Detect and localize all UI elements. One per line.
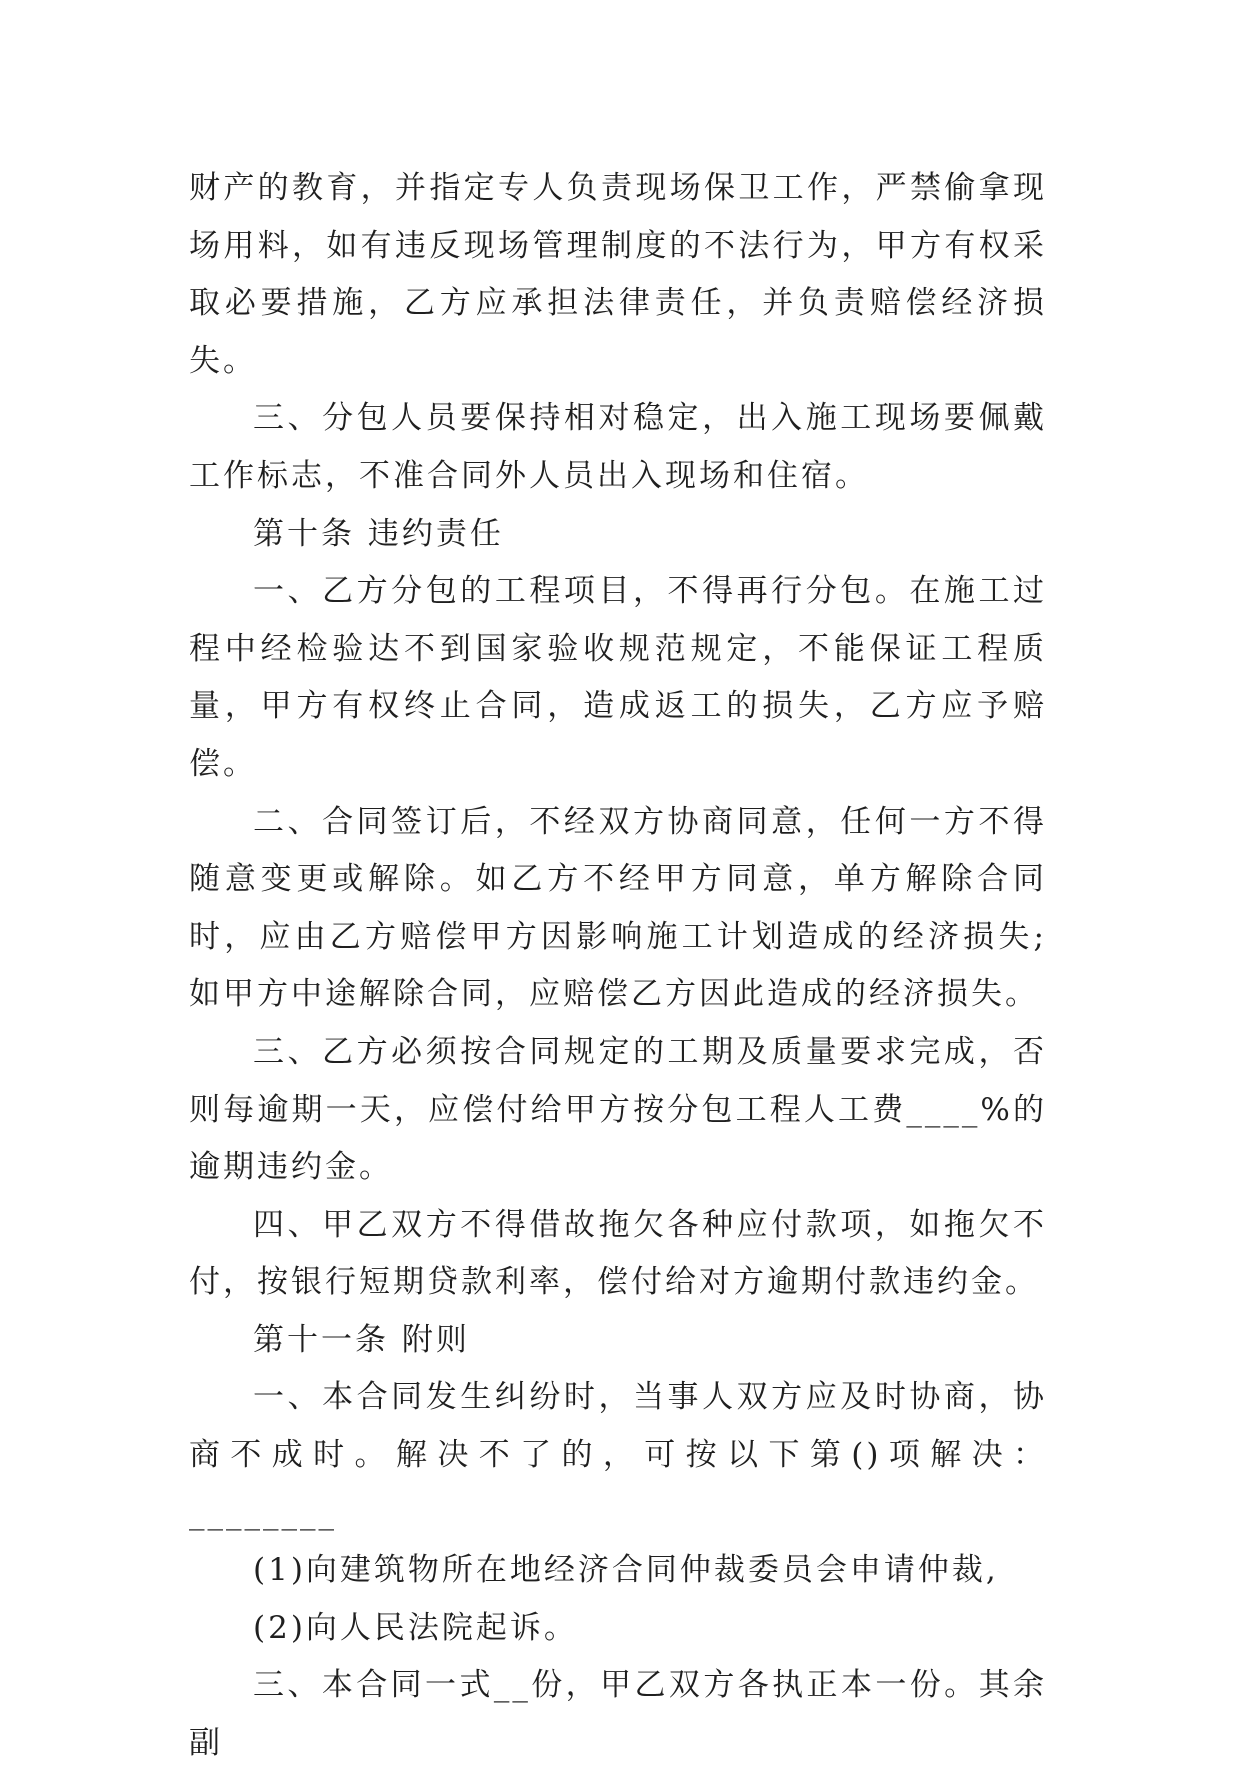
section-heading-article-10: 第十条 违约责任 xyxy=(253,515,504,552)
paragraph-article-11-clause-3: 三、本合同一式__份，甲乙双方各执正本一份。其余副 xyxy=(189,1667,1047,1762)
paragraph-continued-security: 财产的教育，并指定专人负责现场保卫工作，严禁偷拿现场用料，如有违反现场管理制度的不法行为，甲方有权采取必要措施，乙方应承担法律责任，并负责赔偿经济损失。 xyxy=(189,170,1047,379)
paragraph-article-10-clause-2: 二、合同签订后，不经双方协商同意，任何一方不得随意变更或解除。如乙方不经甲方同意，单方解除合同时，应由乙方赔偿甲方因影响施工计划造成的经济损失;如甲方中途解除合同，应赔偿乙方因此造成的经济损失。 xyxy=(189,803,1047,1013)
paragraph-article-10-clause-4: 四、甲乙双方不得借故拖欠各种应付款项，如拖欠不付，按银行短期贷款利率，偿付给对方逾期付款违约金。 xyxy=(189,1206,1047,1301)
paragraph-option-1-arbitration: (1)向建筑物所在地经济合同仲裁委员会申请仲裁, xyxy=(253,1552,999,1589)
paragraph-article-10-clause-1: 一、乙方分包的工程项目，不得再行分包。在施工过程中经检验达不到国家验收规范规定，不能保证工程质量，甲方有权终止合同，造成返工的损失，乙方应予赔偿。 xyxy=(189,573,1047,782)
paragraph-option-2-court: (2)向人民法院起诉。 xyxy=(253,1609,578,1646)
paragraph-clause-3-personnel: 三、分包人员要保持相对稳定，出入施工现场要佩戴工作标志，不准合同外人员出入现场和住宿。 xyxy=(189,400,1047,494)
section-heading-article-11: 第十一条 附则 xyxy=(253,1321,470,1358)
paragraph-article-10-clause-3: 三、乙方必须按合同规定的工期及质量要求完成，否则每逾期一天，应偿付给甲方按分包工程人工费____%的逾期违约金。 xyxy=(189,1033,1047,1186)
contract-body xyxy=(189,160,1047,1773)
paragraph-article-11-clause-1: 一、本合同发生纠纷时，当事人双方应及时协商，协商不成时。解决不了的，可按以下第()项解决：________ xyxy=(189,1379,1047,1531)
